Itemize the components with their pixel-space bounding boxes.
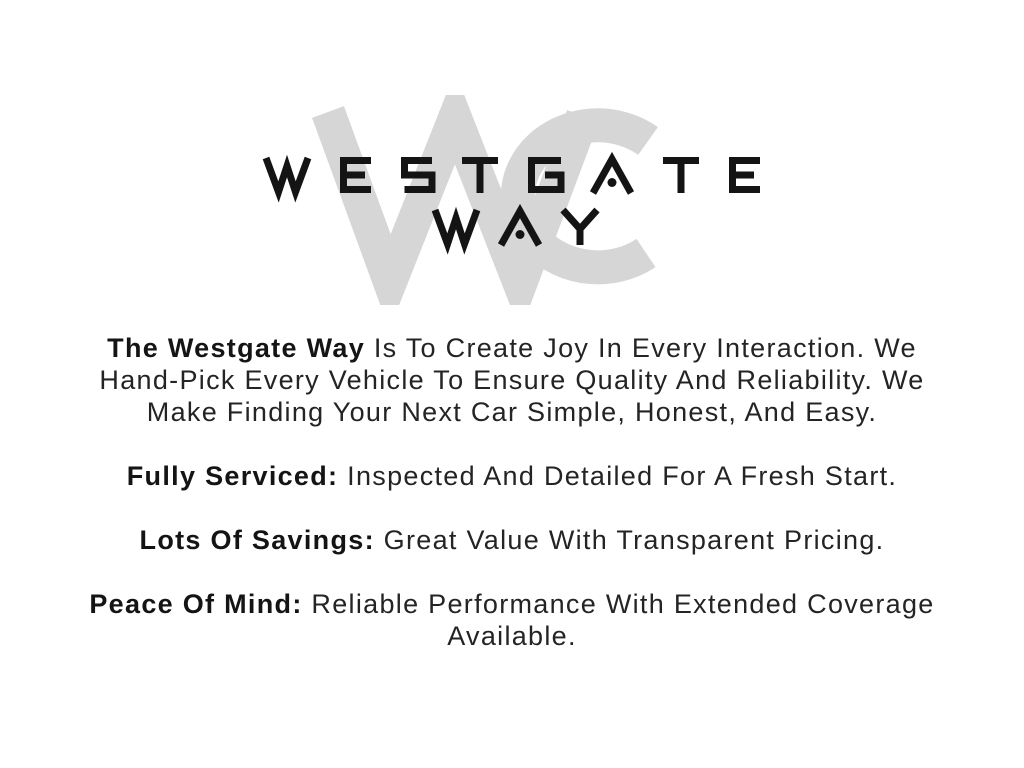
point-peace-of-mind-text: Reliable Performance With Extended Coverage — [302, 589, 935, 619]
point-fully-serviced-text: Inspected And Detailed For A Fresh Start. — [338, 461, 898, 491]
intro-line-2: Hand-Pick Every Vehicle To Ensure Quality And Reliability. We — [99, 365, 925, 395]
brand-logo-graphic — [252, 95, 772, 305]
point-peace-of-mind-text-line2: Available. — [447, 621, 577, 651]
point-peace-of-mind-lead: Peace Of Mind: — [89, 589, 303, 619]
intro-line-3: Make Finding Your Next Car Simple, Honest, And Easy. — [146, 397, 878, 427]
brand-logo — [252, 95, 772, 305]
brand-name-line1 — [252, 305, 253, 306]
brand-monogram-text — [252, 305, 253, 306]
marketing-copy — [0, 332, 1024, 652]
brand-name-line2 — [252, 305, 253, 306]
wc-monogram-watermark — [328, 112, 648, 284]
point-lots-of-savings-text: Great Value With Transparent Pricing. — [374, 525, 885, 555]
point-fully-serviced-lead: Fully Serviced: — [126, 461, 339, 491]
intro-lead: The Westgate Way — [107, 333, 366, 363]
point-lots-of-savings-lead: Lots Of Savings: — [139, 525, 375, 555]
intro-line-1: Is To Create Joy In Every Interaction. We — [365, 333, 917, 363]
